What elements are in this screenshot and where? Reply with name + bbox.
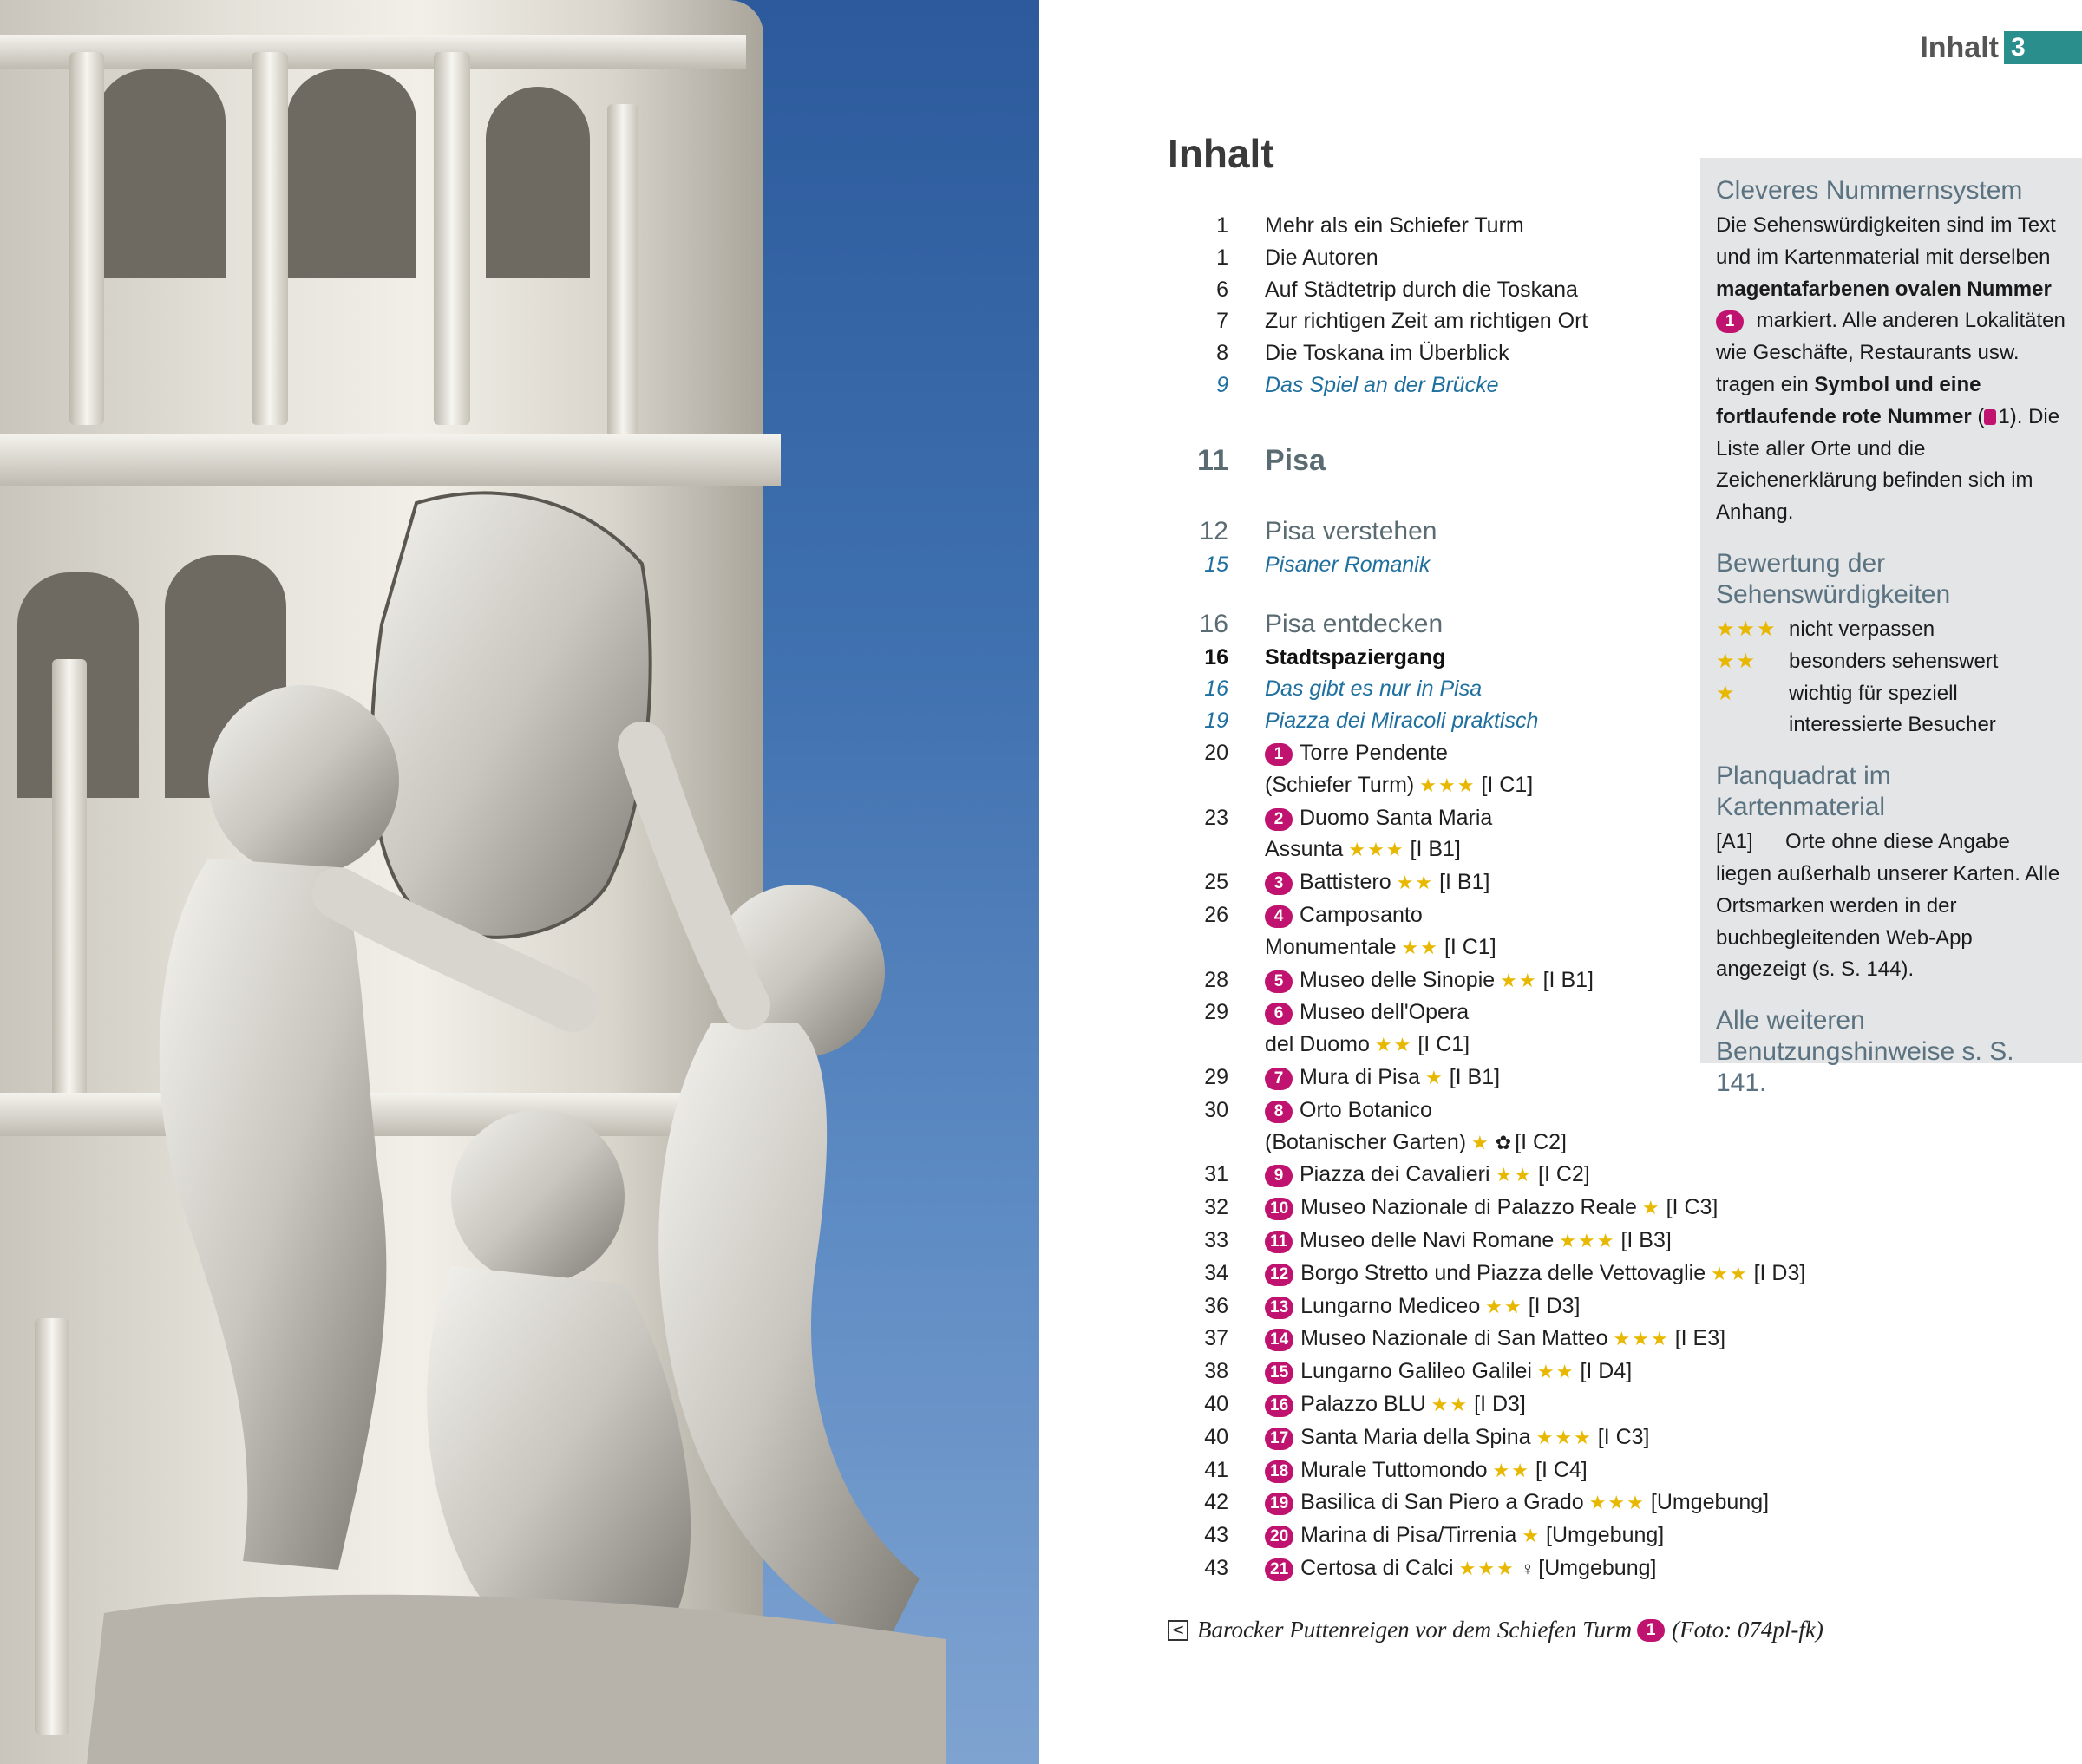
map-grid-ref: [I C3] [1666,1195,1719,1220]
toc-entry-title: Zur richtigen Zeit am richtigen Ort [1265,309,1588,334]
sight-row [1168,1159,1879,1192]
toc-page-number: 9 [1216,372,1228,397]
sight-badge: 18 [1265,1460,1293,1483]
sight-page-number: 42 [1204,1490,1228,1515]
map-grid-ref: [I B1] [1449,1064,1501,1089]
map-grid-ref: [I E3] [1674,1326,1726,1351]
sight-entry [1265,1192,1718,1225]
sight-row-continuation [1168,1127,1879,1160]
sight-name: Museo Nazionale di Palazzo Reale [1300,1195,1637,1220]
sight-badge: 14 [1265,1329,1293,1351]
rating-block [1716,548,2066,742]
star-rating: ★ [1522,1525,1542,1547]
sight-badge: 2 [1265,808,1293,831]
sight-row [1168,1421,1879,1454]
sight-page-number: 30 [1204,1097,1228,1122]
sight-entry [1265,1290,1580,1323]
numbering-text: Die Sehenswürdigkeiten sind im Text und im Kartenmaterial mit derselben magentafarbenen ovalen Nummer 1 markiert. Alle anderen Lokalitäten wie Geschäfte, Restaurants usw. tragen ein Symbol und eine fortlaufende rote Nummer ( 1). Die Liste aller Orte und die Zeichenerklärung befinden sich im Anhang. [1716,213,2066,525]
star-rating: ★★ [1485,1295,1523,1317]
sight-name: Museo Nazionale di San Matteo [1300,1326,1608,1351]
running-head-label: Inhalt [1920,30,1999,64]
map-grid-ref: [I C2] [1515,1129,1567,1154]
map-grid-ref: [I C1] [1444,934,1496,959]
caption-badge: 1 [1637,1619,1665,1642]
sight-name: Lungarno Galileo Galilei [1300,1359,1532,1384]
map-grid-ref: [Umgebung] [1538,1555,1657,1580]
numbering-block [1716,175,2066,529]
map-grid-ref: [I B1] [1439,870,1490,895]
sight-entry [1265,1454,1588,1487]
star-rating: ★★★ [1348,839,1405,861]
contents-page [1039,0,2082,1764]
sight-name: Mura di Pisa [1300,1064,1420,1089]
sight-page-number: 41 [1204,1457,1228,1482]
map-grid-ref: [I C2] [1538,1162,1590,1187]
sight-badge: 6 [1265,1003,1293,1025]
sight-row [1168,1388,1879,1421]
rating-stars: ★ [1716,681,1737,705]
sight-badge: 4 [1265,905,1293,928]
map-grid-ref: [I C1] [1417,1032,1470,1057]
sight-row [1168,1519,1879,1552]
sight-name: Orto Botanico [1300,1097,1432,1122]
toc-entry-title: Mehr als ein Schiefer Turm [1265,213,1524,238]
star-rating: ★★ [1374,1034,1413,1056]
star-rating: ★★★ [1419,774,1476,796]
sight-page-number: 28 [1204,967,1228,992]
sight-badge: 21 [1265,1558,1293,1581]
star-rating: ★★★ [1535,1426,1593,1448]
sight-name: Camposanto [1300,902,1423,927]
more-hints: Alle weiteren Benutzungshinweise s. S. 141. [1716,1006,2014,1098]
toc-entry-title: Pisa verstehen [1265,516,1437,546]
sight-entry [1265,866,1489,899]
star-rating: ★★ [1500,969,1538,991]
map-grid-ref: [I D3] [1474,1391,1526,1416]
photo-caption [1168,1617,1823,1643]
map-grid-ref: [I C1] [1481,772,1534,797]
sight-badge: 1 [1265,743,1293,766]
sight-page-number: 23 [1204,805,1228,830]
grid-heading: Planquadrat im Kartenmaterial [1716,761,1891,822]
star-rating: ★★★ [1458,1557,1516,1579]
page-number: 3 [2004,31,2082,64]
sight-entry [1265,737,1448,769]
sight-badge: 5 [1265,970,1293,993]
toc-entry-title: Piazza dei Miracoli praktisch [1265,709,1539,734]
toc-page-number: 19 [1204,709,1228,734]
sight-entry [1265,1356,1632,1388]
sight-row [1168,1323,1879,1356]
usage-sidebar [1700,158,2082,1098]
toc-entry-title: Stadtspaziergang [1265,644,1446,670]
sight-name: Palazzo BLU [1300,1391,1426,1416]
sight-name: Museo dell'Opera [1300,1000,1470,1025]
rating-row [1716,678,2066,742]
sight-badge: 19 [1265,1493,1293,1515]
toc-page-number: 8 [1216,341,1228,366]
sight-page-number: 40 [1204,1391,1228,1416]
sight-entry [1265,899,1423,931]
page-title: Inhalt [1168,131,1274,176]
caption-credit: (Foto: 074pl-fk) [1672,1617,1823,1643]
toc-entry-title: Das gibt es nur in Pisa [1265,676,1483,702]
toc-entry-title: Pisa entdecken [1265,609,1444,638]
star-rating: ★★ [1536,1361,1575,1383]
sight-row [1168,1192,1879,1225]
sight-badge: 12 [1265,1264,1293,1286]
running-head [1920,31,2082,64]
sight-page-number: 25 [1204,870,1228,895]
map-grid-ref: [I D3] [1753,1260,1806,1285]
sight-entry [1265,964,1594,997]
rating-stars: ★★★ [1716,617,1778,641]
sight-row [1168,1486,1879,1519]
toc-page-number: 16 [1199,609,1228,638]
sight-badge: 11 [1265,1231,1293,1253]
sight-badge: 17 [1265,1428,1293,1450]
sight-page-number: 20 [1204,740,1228,765]
sight-badge: 13 [1265,1297,1293,1319]
sight-page-number: 29 [1204,1000,1228,1025]
sight-name: Certosa di Calci [1300,1555,1454,1580]
toc-page-number: 16 [1204,676,1228,702]
sight-entry [1265,1258,1805,1290]
rating-stars: ★★ [1716,649,1758,673]
toc-entry-title: Die Autoren [1265,245,1378,270]
sight-badge: 16 [1265,1395,1293,1417]
sight-name: Lungarno Mediceo [1300,1293,1481,1318]
sight-row [1168,1356,1879,1388]
sight-badge: 3 [1265,872,1293,895]
sight-entry [1265,1094,1432,1127]
sight-name: Museo delle Navi Romane [1300,1227,1555,1252]
sight-entry [1265,1062,1500,1094]
garden-icon: ✿ [1495,1131,1512,1153]
sight-name: (Botanischer Garten) [1265,1129,1467,1154]
sight-entry [1265,1159,1590,1192]
sight-page-number: 43 [1204,1555,1228,1580]
star-rating: ★ [1424,1066,1444,1088]
star-rating: ★★ [1401,936,1439,958]
sight-page-number: 40 [1204,1424,1228,1449]
star-rating: ★ [1471,1131,1490,1153]
toc-page-number: 7 [1216,309,1228,334]
sight-row [1168,1454,1879,1487]
map-grid-ref: [I C3] [1597,1424,1650,1449]
toc-page-number: 16 [1204,644,1228,670]
sight-badge: 15 [1265,1362,1293,1384]
sight-name: Torre Pendente [1300,740,1448,765]
toc-page-number: 12 [1199,516,1228,546]
map-grid-ref: [Umgebung] [1546,1523,1665,1548]
sight-page-number: 36 [1204,1293,1228,1318]
sight-name: Museo delle Sinopie [1300,967,1496,992]
sight-name: (Schiefer Turm) [1265,772,1415,797]
sight-badge: 9 [1265,1165,1293,1187]
sight-name: Borgo Stretto und Piazza delle Vettovaglie [1300,1260,1706,1285]
sight-badge: 8 [1265,1101,1293,1123]
toc-entry-title: Die Toskana im Überblick [1265,341,1509,366]
map-grid-ref: [I D4] [1580,1359,1633,1384]
grid-block [1716,761,2066,986]
map-grid-ref: [Umgebung] [1650,1490,1770,1515]
caption-text: Barocker Puttenreigen vor dem Schiefen Turm [1197,1617,1633,1643]
toc-page-number: 15 [1204,552,1228,577]
sight-page-number: 37 [1204,1326,1228,1351]
putti-statue [52,486,946,1764]
caption-arrow-icon: < [1168,1620,1188,1641]
sight-entry [1265,1486,1769,1519]
sight-page-number: 34 [1204,1260,1228,1285]
sight-page-number: 38 [1204,1359,1228,1384]
sight-entry [1265,1323,1725,1356]
star-rating: ★★★ [1559,1229,1616,1251]
sight-row [1168,1258,1879,1290]
numbering-heading: Cleveres Nummernsystem [1716,176,2023,205]
rating-row [1716,646,2066,678]
sight-name: Piazza dei Cavalieri [1300,1162,1490,1187]
star-rating: ★★ [1495,1164,1533,1186]
sight-page-number: 29 [1204,1064,1228,1089]
sight-name: Duomo Santa Maria [1300,805,1493,830]
star-rating: ★★ [1396,872,1435,894]
sight-name: Basilica di San Piero a Grado [1300,1490,1584,1515]
map-grid-ref: [I B1] [1542,967,1594,992]
rating-text: nicht verpassen [1789,617,1935,641]
sight-page-number: 31 [1204,1162,1228,1187]
sight-page-number: 33 [1204,1227,1228,1252]
map-grid-ref: [I D3] [1528,1293,1581,1318]
sight-entry [1265,769,1533,802]
sight-badge: 20 [1265,1526,1293,1548]
sight-name: Murale Tuttomondo [1300,1457,1488,1482]
sight-page-number: 26 [1204,902,1228,927]
sight-entry [1265,802,1492,834]
sight-entry [1265,931,1496,964]
map-grid-ref: [I B3] [1620,1227,1672,1252]
sight-row [1168,1094,1879,1127]
toc-entry-title: Das Spiel an der Brücke [1265,372,1499,397]
sight-page-number: 43 [1204,1523,1228,1548]
sight-entry [1265,1552,1656,1585]
toc-page-number: 11 [1197,443,1228,477]
sight-name: del Duomo [1265,1032,1370,1057]
star-rating: ★★★ [1613,1328,1670,1350]
sight-name: Assunta [1265,837,1344,862]
person-icon: ♀ [1520,1557,1535,1579]
toc-entry-title: Pisa [1265,443,1326,477]
sight-row [1168,1225,1879,1258]
map-grid-ref: [I B1] [1410,837,1461,862]
shop-lock-icon [1984,409,1996,425]
sight-entry [1265,996,1469,1029]
sight-entry [1265,1519,1664,1552]
rating-text: wichtig für speziell interessierte Besucher [1789,681,1996,737]
sight-entry [1265,1225,1672,1258]
rating-heading: Bewertung der Sehenswürdigkeiten [1716,548,1951,609]
sight-number-badge: 1 [1716,310,1744,333]
sight-name: Marina di Pisa/Tirrenia [1300,1523,1517,1548]
toc-page-number: 1 [1216,245,1228,270]
sight-name: Monumentale [1265,934,1397,959]
sight-badge: 7 [1265,1068,1293,1090]
star-rating: ★ [1641,1197,1661,1219]
sight-row [1168,1290,1879,1323]
sight-entry [1265,1421,1650,1454]
toc-page-number: 1 [1216,213,1228,238]
star-rating: ★★ [1431,1393,1470,1415]
rating-text: besonders sehenswert [1789,649,1999,673]
sight-row [1168,1552,1879,1585]
sight-page-number: 32 [1204,1195,1228,1220]
sight-badge: 10 [1265,1198,1293,1220]
sight-entry [1265,1388,1526,1421]
grid-text: [A1] Orte ohne diese Angabe liegen außerhalb unserer Karten. Alle Ortsmarken werden in der buchbegleitenden Web-App angezeigt (s. S. 144). [1716,830,2060,982]
map-grid-ref: [I C4] [1535,1457,1588,1482]
toc-entry-title: Pisaner Romanik [1265,552,1431,577]
star-rating: ★★ [1711,1262,1749,1284]
sight-entry [1265,1029,1470,1062]
toc-entry-title: Auf Städtetrip durch die Toskana [1265,277,1578,302]
sight-name: Santa Maria della Spina [1300,1424,1531,1449]
more-block [1716,1005,2066,1099]
rating-row [1716,614,2066,646]
star-rating: ★★ [1492,1459,1530,1481]
sight-entry [1265,833,1461,866]
toc-page-number: 6 [1216,277,1228,302]
cover-photo [0,0,1039,1764]
sight-name: Battistero [1300,870,1391,895]
sight-entry [1265,1127,1567,1160]
star-rating: ★★★ [1588,1492,1646,1514]
